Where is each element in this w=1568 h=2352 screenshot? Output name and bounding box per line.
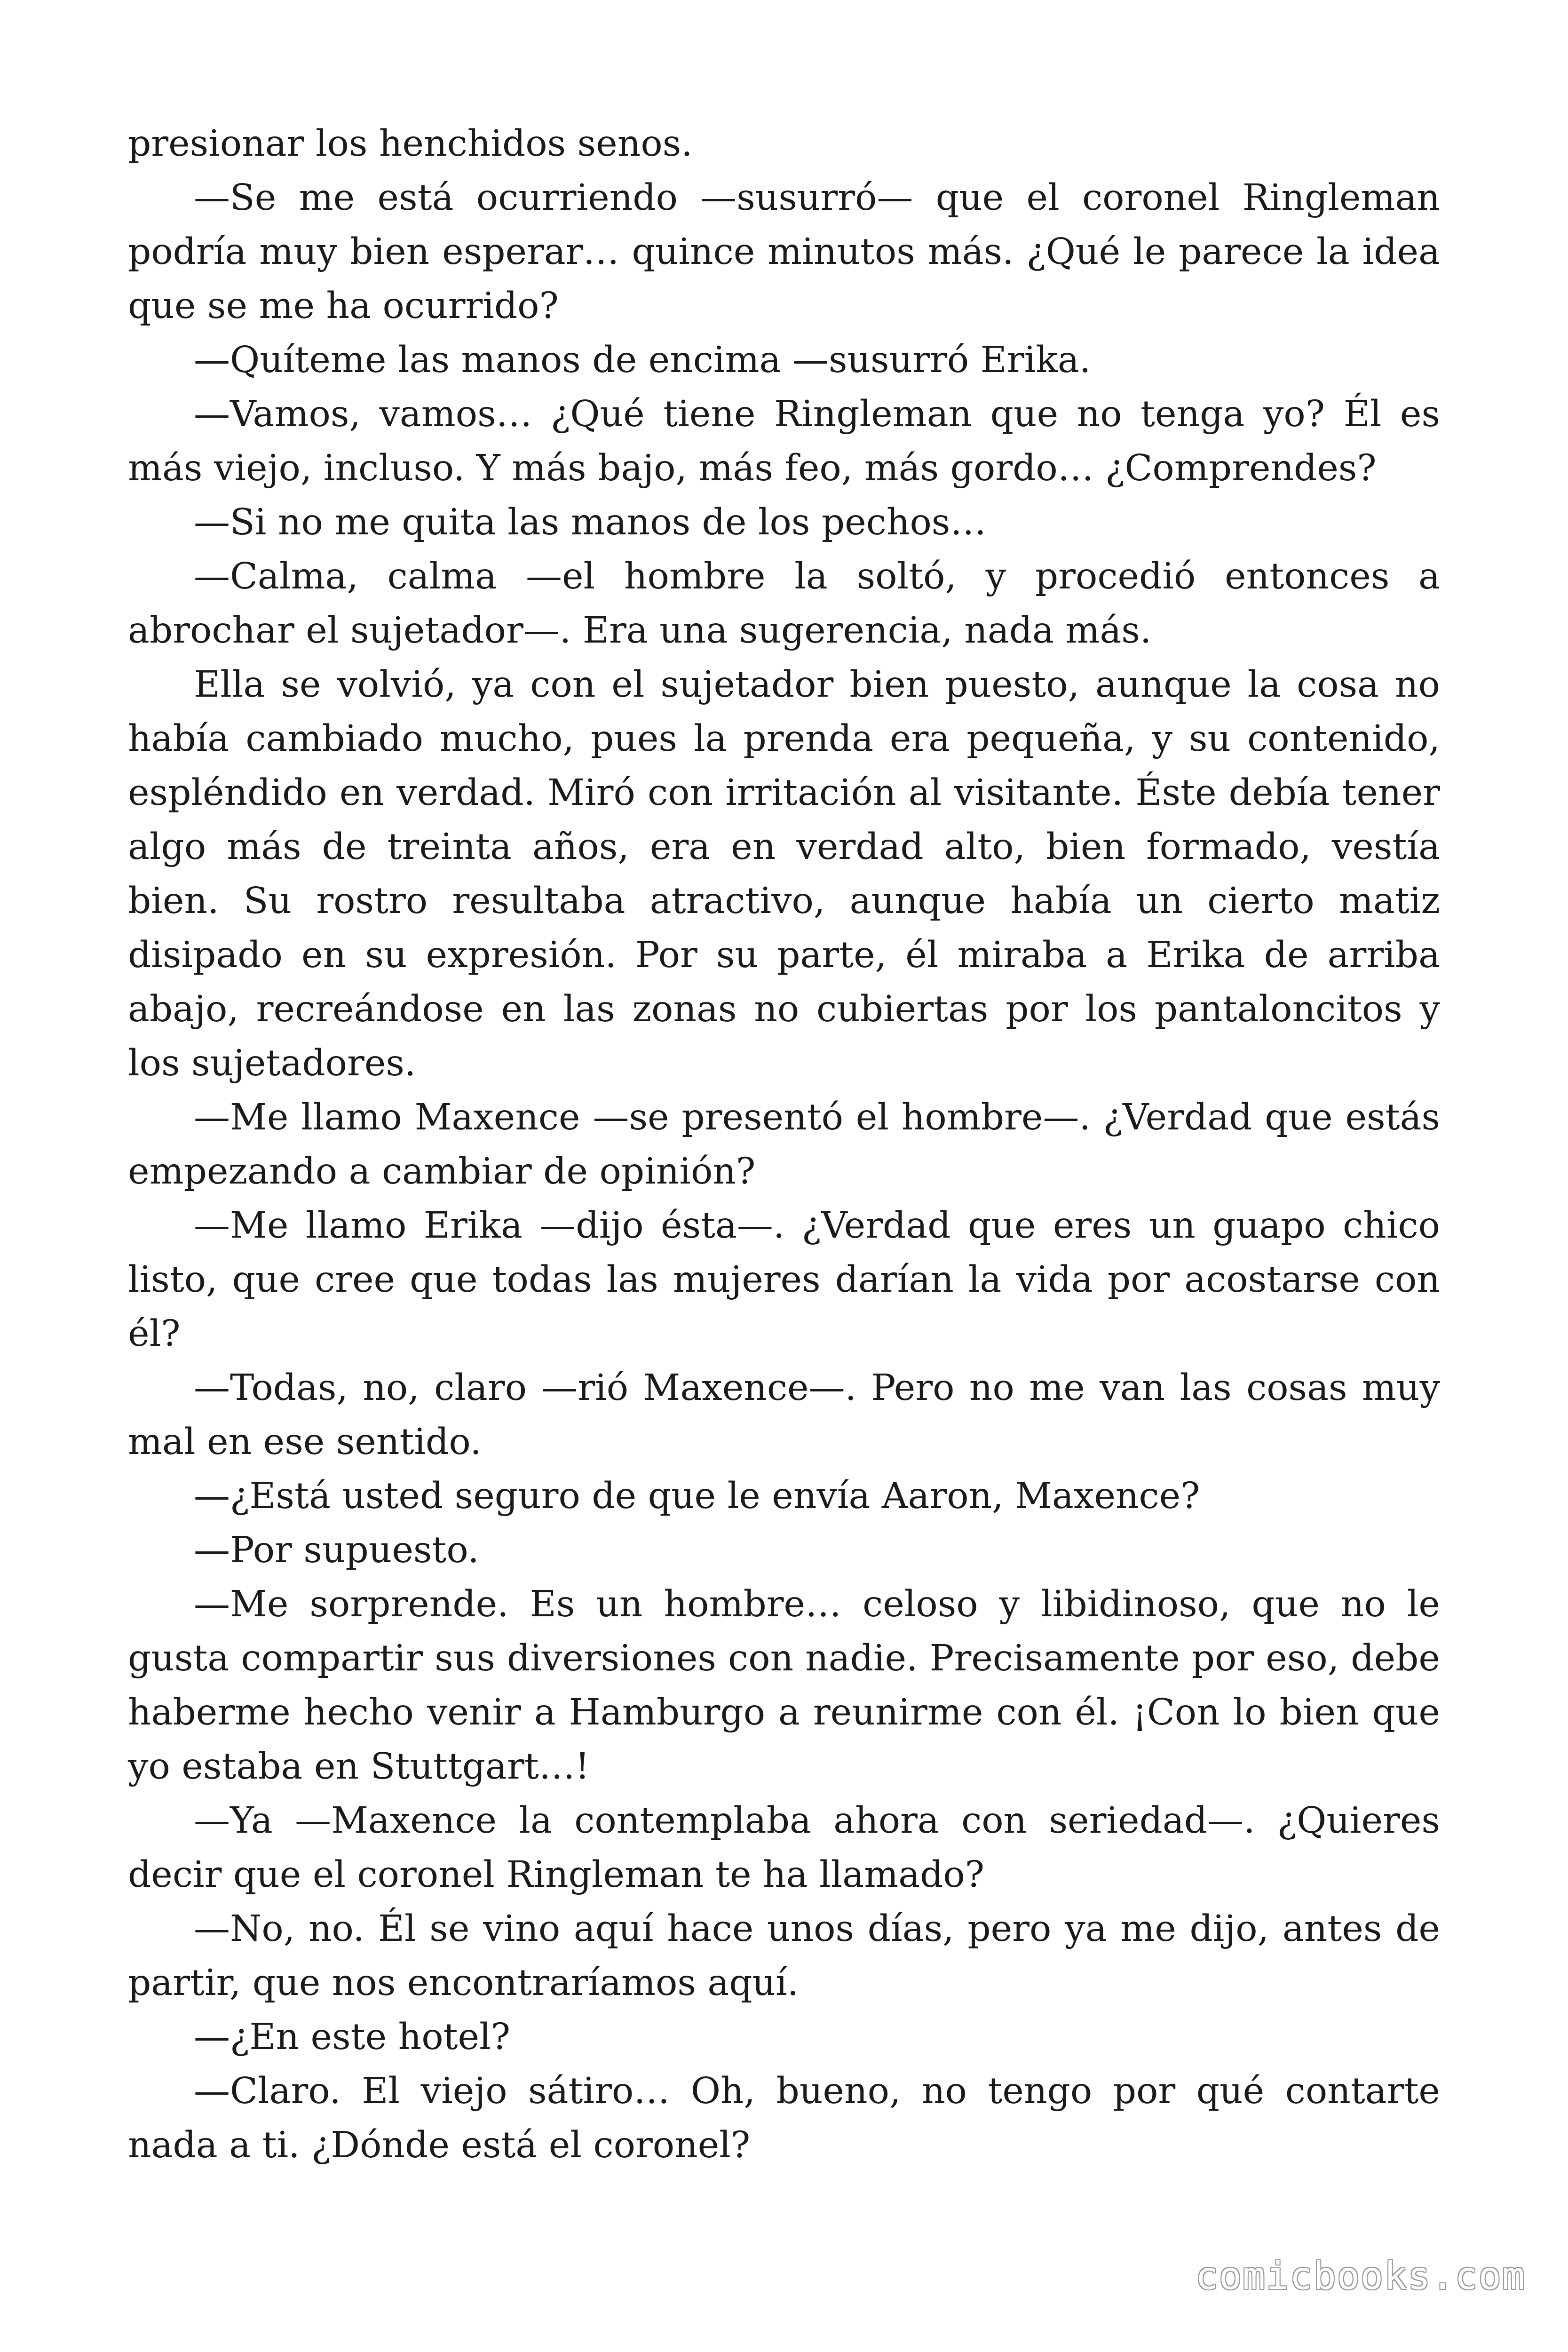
paragraph-2: —Se me está ocurriendo —susurró— que el coronel Ringleman podría muy bien esperar… quince minutos más. ¿Qué le parece la idea que se me ha ocurrido? [128, 177, 1440, 327]
paragraph-10: —Todas, no, claro —rió Maxence—. Pero no me van las cosas muy mal en ese sentido. [128, 1367, 1440, 1463]
paragraph-9: —Me llamo Erika —dijo ésta—. ¿Verdad que eres un guapo chico listo, que cree que todas las mujeres darían la vida por acostarse con él? [128, 1205, 1440, 1355]
paragraph-11: —¿Está usted seguro de que le envía Aaron, Maxence? [194, 1475, 1200, 1517]
paragraph-16: —¿En este hotel? [194, 2016, 510, 2058]
paragraph-5: —Si no me quita las manos de los pechos… [194, 501, 987, 543]
paragraph-3: —Quíteme las manos de encima —susurró Erika. [194, 339, 1091, 381]
paragraph-6: —Calma, calma —el hombre la soltó, y procedió entonces a abrochar el sujetador—. Era una sugerencia, nada más. [128, 556, 1440, 652]
book-page-text [128, 117, 1440, 2172]
paragraph-13: —Me sorprende. Es un hombre… celoso y libidinoso, que no le gusta compartir sus diversiones con nadie. Precisamente por eso, debe haberme hecho venir a Hamburgo a reunirme con él. ¡Con lo bien que yo estaba en Stuttgart…! [128, 1583, 1440, 1788]
paragraph-17: —Claro. El viejo sátiro… Oh, bueno, no tengo por qué contarte nada a ti. ¿Dónde está el coronel? [128, 2070, 1440, 2166]
paragraph-4: —Vamos, vamos… ¿Qué tiene Ringleman que no tenga yo? Él es más viejo, incluso. Y más bajo, más feo, más gordo… ¿Comprendes? [128, 393, 1440, 489]
paragraph-14: —Ya —Maxence la contemplaba ahora con seriedad—. ¿Quieres decir que el coronel Ringleman te ha llamado? [128, 1800, 1440, 1896]
paragraph-1: presionar los henchidos senos. [128, 123, 693, 165]
paragraph-7: Ella se volvió, ya con el sujetador bien puesto, aunque la cosa no había cambiado mucho, pues la prenda era pequeña, y su contenido, espléndido en verdad. Miró con irritación al visitante. Éste debía tener algo más de treinta años, era en verdad alto, bien formado, vestía bien. Su rostro resultaba atractivo, aunque había un cierto matiz disipado en su expresión. Por su parte, él miraba a Erika de arriba abajo, recreándose en las zonas no cubiertas por los pantaloncitos y los sujetadores. [128, 664, 1440, 1084]
paragraph-12: —Por supuesto. [194, 1529, 479, 1571]
site-watermark: comicbooks.com [1195, 2254, 1526, 2298]
paragraph-8: —Me llamo Maxence —se presentó el hombre—. ¿Verdad que estás empezando a cambiar de opinión? [128, 1097, 1440, 1192]
paragraph-15: —No, no. Él se vino aquí hace unos días, pero ya me dijo, antes de partir, que nos encontraríamos aquí. [128, 1908, 1440, 2004]
